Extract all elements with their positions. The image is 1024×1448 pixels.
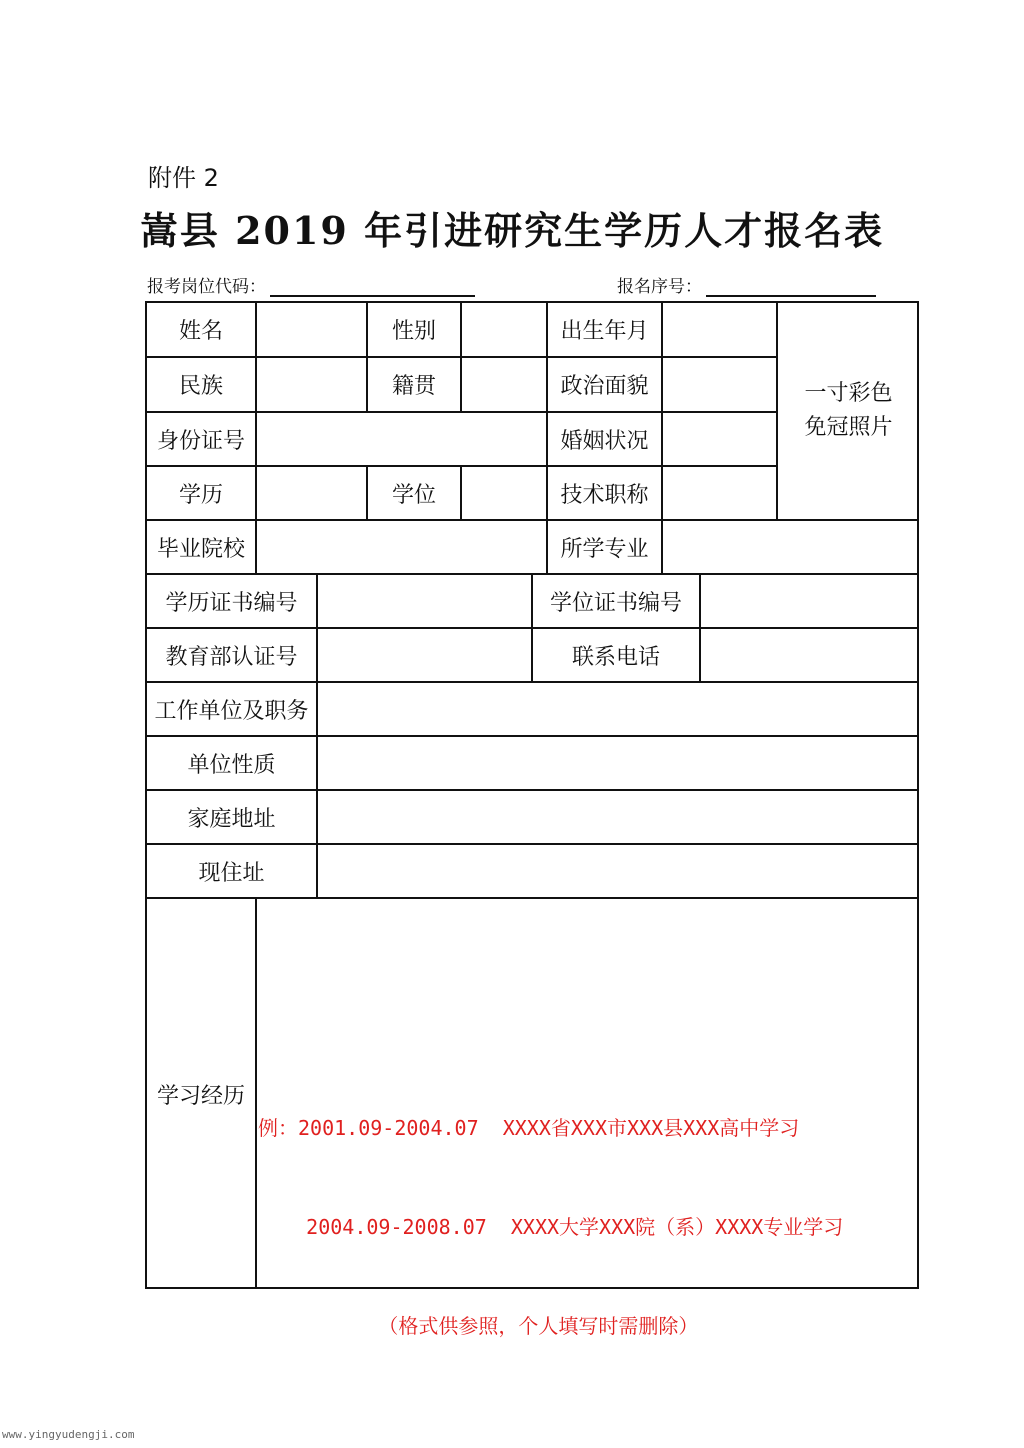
home-address-label: 家庭地址 (145, 789, 316, 843)
serial-no-label: 报名序号： (617, 277, 702, 297)
example-line-3: （格式供参照，个人填写时需删除） (258, 1314, 699, 1338)
unit-nature-input[interactable] (316, 735, 919, 789)
marital-input[interactable] (661, 411, 776, 465)
form-title: 嵩县 2019 年引进研究生学历人才报名表 (139, 208, 885, 253)
tech-title-label: 技术职称 (546, 465, 661, 519)
school-label: 毕业院校 (145, 519, 255, 573)
study-history-label: 学习经历 (145, 897, 255, 1289)
phone-input[interactable] (699, 627, 919, 681)
education-label: 学历 (145, 465, 255, 519)
political-input[interactable] (661, 356, 776, 411)
ethnicity-input[interactable] (255, 356, 366, 411)
current-address-input[interactable] (316, 843, 919, 897)
degree-cert-input[interactable] (699, 573, 919, 627)
example-line-2: 2004.09-2008.07 XXXX大学XXX院（系）XXXX专业学习 (258, 1215, 844, 1239)
attachment-label: 附件 2 (148, 164, 219, 192)
degree-label: 学位 (366, 465, 460, 519)
native-place-label: 籍贯 (366, 356, 460, 411)
position-code-label: 报考岗位代码： (147, 277, 266, 297)
serial-no-field[interactable] (617, 272, 876, 297)
major-input[interactable] (661, 519, 919, 573)
degree-input[interactable] (460, 465, 546, 519)
photo-label-line2: 免冠照片 (804, 415, 893, 440)
unit-nature-label: 单位性质 (145, 735, 316, 789)
photo-label-line1: 一寸彩色 (804, 381, 893, 406)
name-input[interactable] (255, 301, 366, 356)
edu-cert-label: 学历证书编号 (145, 573, 316, 627)
position-code-field[interactable] (147, 272, 475, 297)
edu-cert-input[interactable] (316, 573, 531, 627)
degree-cert-label: 学位证书编号 (531, 573, 699, 627)
ethnicity-label: 民族 (145, 356, 255, 411)
position-code-input-line[interactable] (270, 277, 475, 297)
phone-label: 联系电话 (531, 627, 699, 681)
example-line-1: 例：2001.09-2004.07 XXXX省XXX市XXX县XXX高中学习 (258, 1116, 800, 1140)
moe-cert-label: 教育部认证号 (145, 627, 316, 681)
birth-label: 出生年月 (546, 301, 661, 356)
work-unit-input[interactable] (316, 681, 919, 735)
education-input[interactable] (255, 465, 366, 519)
native-place-input[interactable] (460, 356, 546, 411)
photo-box[interactable] (776, 301, 919, 519)
marital-label: 婚姻状况 (546, 411, 661, 465)
home-address-input[interactable] (316, 789, 919, 843)
major-label: 所学专业 (546, 519, 661, 573)
work-unit-label: 工作单位及职务 (145, 681, 316, 735)
id-number-input[interactable] (255, 411, 546, 465)
school-input[interactable] (255, 519, 546, 573)
id-number-label: 身份证号 (145, 411, 255, 465)
gender-label: 性别 (366, 301, 460, 356)
serial-no-input-line[interactable] (706, 277, 876, 297)
gender-input[interactable] (460, 301, 546, 356)
moe-cert-input[interactable] (316, 627, 531, 681)
current-address-label: 现住址 (145, 843, 316, 897)
name-label: 姓名 (145, 301, 255, 356)
watermark: www.yingyudengji.com (2, 1428, 135, 1441)
political-label: 政治面貌 (546, 356, 661, 411)
tech-title-input[interactable] (661, 465, 776, 519)
example-text (258, 1046, 843, 1376)
birth-input[interactable] (661, 301, 776, 356)
